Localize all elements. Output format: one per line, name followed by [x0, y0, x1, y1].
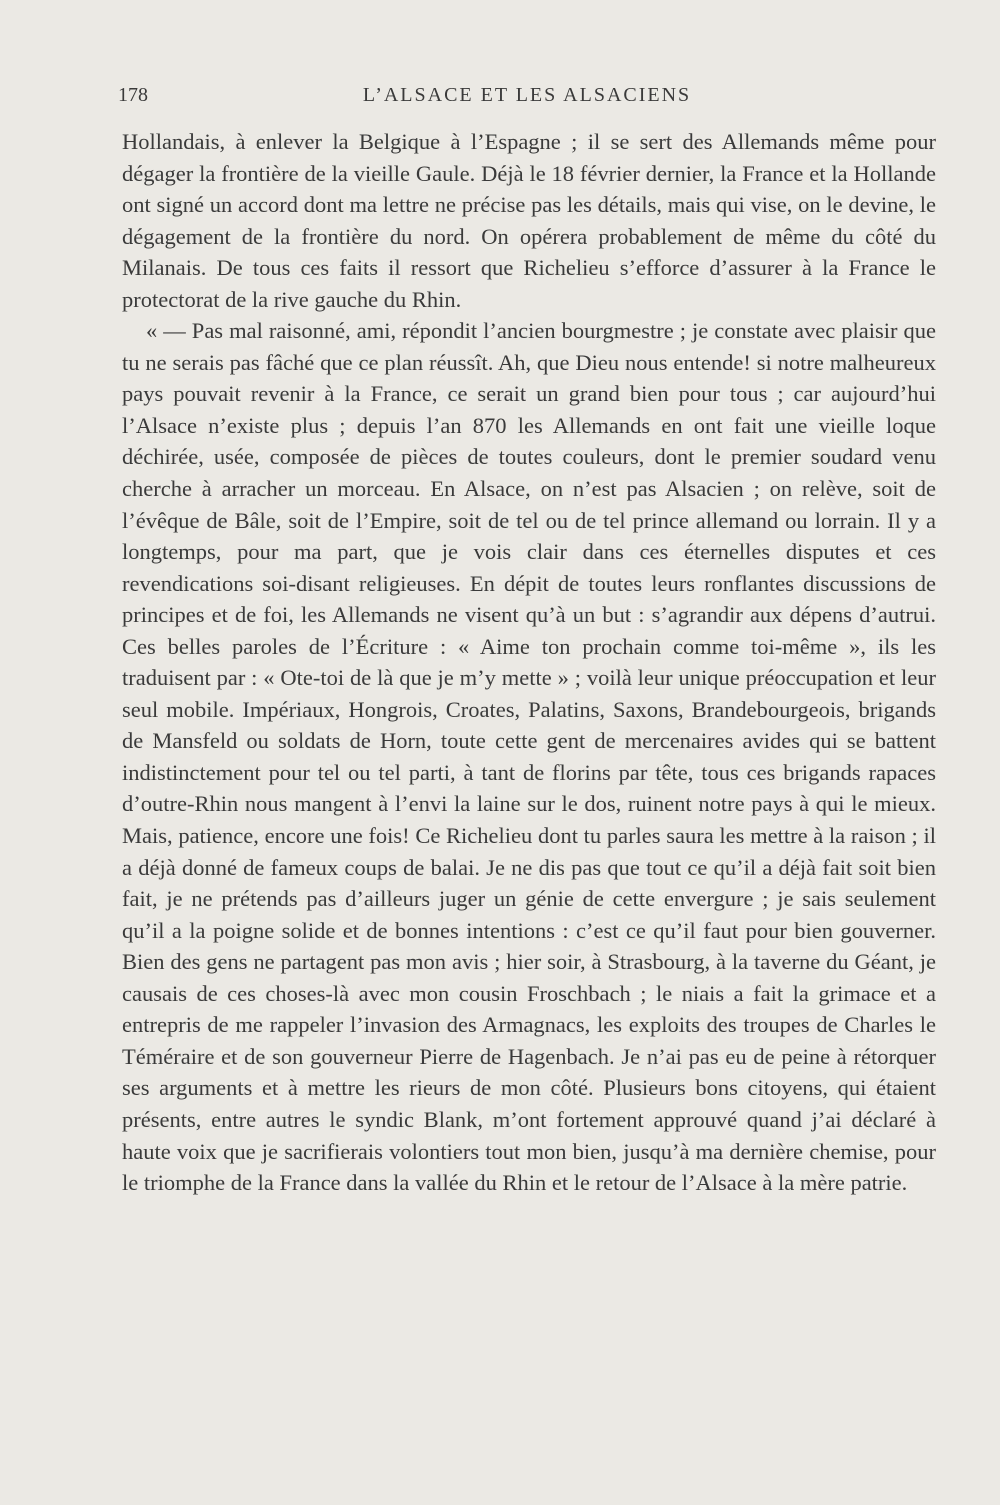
paragraph-dialogue: « — Pas mal raisonné, ami, répondit l’ancien bourgmestre ; je constate avec plaisir que tu ne serais pas fâché que ce plan réussît. Ah, que Dieu nous entende! si notre malheureux pays pouvait revenir à la France, ce serait un grand bien pour tous ; car aujourd’hui l’Alsace n’existe plus ; depuis l’an 870 les Allemands en ont fait une vieille loque déchirée, usée, composée de pièces de toutes couleurs, dont le premier soudard venu cherche à arracher un morceau. En Alsace, on n’est pas Alsacien ; on relève, soit de l’évêque de Bâle, soit de l’Empire, soit de tel ou de tel prince allemand ou lorrain. Il y a longtemps, pour ma part, que je vois clair dans ces éternelles disputes et ces revendications soi-disant religieuses. En dépit de toutes leurs ronflantes discussions de principes et de foi, les Allemands ne visent qu’à un but : s’agrandir aux dépens d’autrui. Ces belles paroles de l’Écriture : « Aime ton prochain comme toi-même », ils les traduisent par : « Ote-toi de là que je m’y mette » ; voilà leur unique préoccupation et leur seul mobile. Impériaux, Hongrois, Croates, Palatins, Saxons, Brandebourgeois, brigands de Mansfeld ou soldats de Horn, toute cette gent de mercenaires avides qui se battent indistinctement pour tel ou tel parti, à tant de florins par tête, tous ces brigands rapaces d’outre-Rhin nous mangent à l’envi la laine sur le dos, ruinent notre pays à qui le mieux. Mais, patience, encore une fois! Ce Richelieu dont tu parles saura les mettre à la raison ; il a déjà donné de fameux coups de balai. Je ne dis pas que tout ce qu’il a déjà fait soit bien fait, je ne prétends pas d’ailleurs juger un génie de cette envergure ; je sais seulement qu’il a la poigne solide et de bonnes intentions : c’est ce qu’il faut pour bien gouverner. Bien des gens ne partagent pas mon avis ; hier soir, à Strasbourg, à la taverne du Géant, je causais de ces choses-là avec mon cousin Froschbach ; le niais a fait la grimace et a entrepris de me rappeler l’invasion des Armagnacs, les exploits des troupes de Charles le Téméraire et de son gouverneur Pierre de Hagenbach. Je n’ai pas eu de peine à rétorquer ses arguments et à mettre les rieurs de mon côté. Plusieurs bons citoyens, qui étaient présents, entre autres le syndic Blank, m’ont fortement approuvé quand j’ai déclaré à haute voix que je sacrifierais volontiers tout mon bien, jusqu’à ma dernière chemise, pour le triomphe de la France dans la vallée du Rhin et le retour de l’Alsace à la mère patrie. — [122, 318, 936, 1196]
body-text — [122, 126, 936, 1199]
running-title: L’ALSACE ET LES ALSACIENS — [362, 84, 692, 106]
page-number: 178 — [118, 84, 148, 106]
paragraph-continued: Hollandais, à enlever la Belgique à l’Espagne ; il se sert des Allemands même pour dégager la frontière de la vieille Gaule. Déjà le 18 février dernier, la France et la Hollande ont signé un accord dont ma lettre ne précise pas les détails, mais qui vise, on le devine, le dégagement de la frontière du nord. On opérera probablement de même du côté du Milanais. De tous ces faits il ressort que Richelieu s’efforce d’assurer à la France le protectorat de la rive gauche du Rhin. — [122, 129, 936, 312]
page-header — [118, 84, 936, 114]
